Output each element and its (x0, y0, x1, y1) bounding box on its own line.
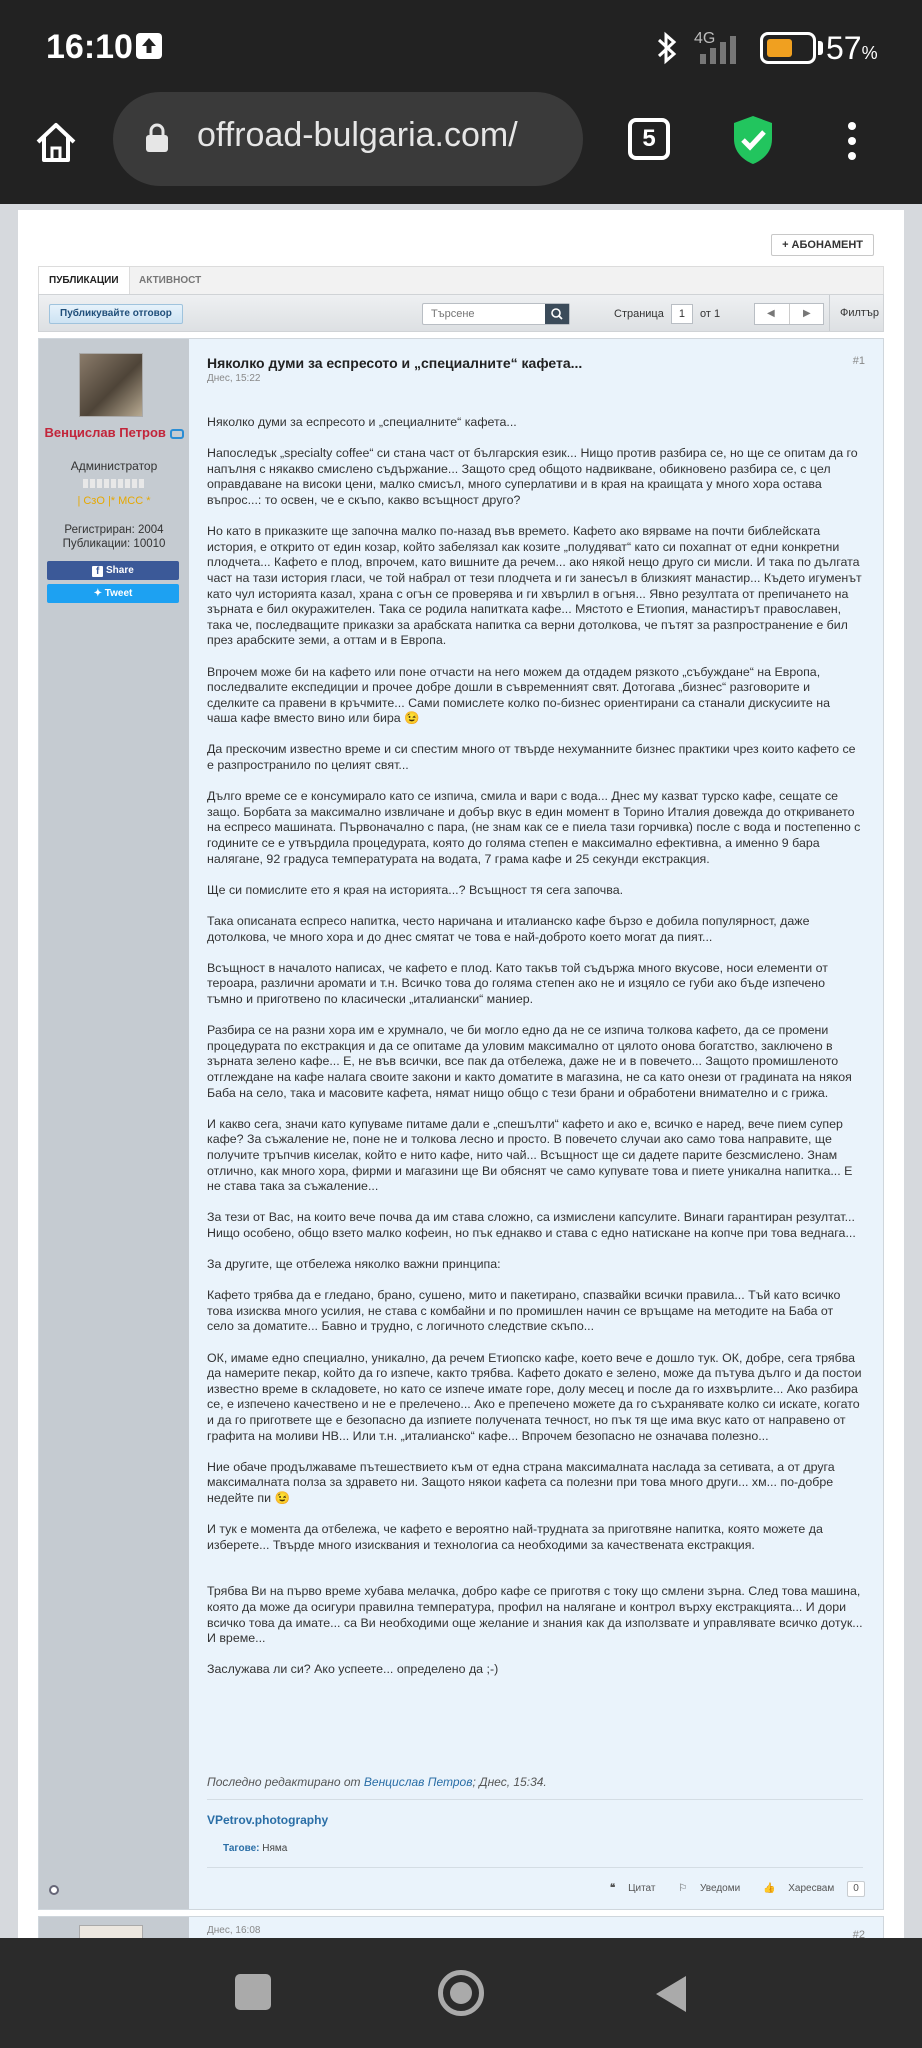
tab-posts[interactable]: ПУБЛИКАЦИИ (39, 267, 130, 295)
signature-divider (207, 1799, 863, 1800)
twitter-icon: ✦ (93, 588, 102, 599)
facebook-icon: f (92, 566, 103, 577)
battery-fill (767, 39, 792, 57)
recents-icon[interactable] (235, 1974, 271, 2010)
post-paragraph: Кафето трябва да е гледано, брано, сушено, мито и пакетирано, спазвайки всички правила... Тъй като всичко това изисква много усилия, не става с комбайни и по промишлен начин се връщаме на методите на Баба от село за доматите... Бавно и трудно, с логичното следствие скъпо... (207, 1288, 841, 1334)
forum-post (38, 338, 884, 1910)
status-bar (0, 0, 922, 100)
posts-count: Публикации: 10010 (62, 538, 166, 550)
status-time: 16:10 (46, 28, 133, 66)
registered-label: Регистриран: 2004 (64, 524, 164, 536)
tags-value: Няма (262, 1843, 288, 1854)
url-text[interactable]: offroad-bulgaria.com/ (197, 116, 518, 154)
like-count: 0 (847, 1881, 865, 1897)
pager-arrows (754, 303, 824, 325)
post-author-panel (39, 339, 189, 1909)
avatar[interactable] (79, 353, 143, 417)
post-paragraph: Дълго време се е консумирало като се изпича, смила и вари с вода... Днес му казват турско кафе, сещате се защо. Борбата за максимално извличане и добър вкус в един момент в Торино Италия довежда до откриването на еспресо машината. Първоначално с пара, (не знам как се е пиела тази горчивка) после с вода и постепенно с годините се е утвърдила процедурата, която до голяма степен е максимално ефективна, а именно 9 бара налягане, 92 градуса температурата на водата, 7 грама кафе и 25 секунди екстракция. (207, 789, 861, 866)
search-input[interactable] (423, 304, 545, 324)
post-paragraph: Да прескочим известно време и си спестим много от твърде нехуманните бизнес практики чрез които кафето се е разпространило по целият свят... (207, 742, 856, 773)
flag-icon: ⚐ (678, 1883, 688, 1894)
post-date: Днес, 16:08 (207, 1925, 261, 1936)
forum-post-2 (38, 1916, 884, 1938)
quote-button[interactable]: ❝ Цитат (609, 1883, 656, 1894)
post-paragraph: Напоследък „specialty coffee“ си стана част от българския език... Нищо против разбира се, но ще се опитам да го напълня с някакво смислено съдържание... Защото сред общото надвикване, обикновено разбира се, с цел оправдаване на високи цени, малко смисъл, много суперлативи и в края на краищата у много хора остава въпрос...: то освен, че е скъпо, какво всъщност друго? (207, 446, 858, 507)
tab-activity[interactable]: АКТИВНОСТ (139, 275, 202, 286)
post-paragraph: За тези от Вас, на които вече почва да им става сложно, са измислени капсулите. Винаги гарантиран резултат... Нищо особено, общо взето малко кофеин, но пък еднакво и става с едно натискане на копче при това веднага... (207, 1210, 856, 1240)
post-number-link[interactable]: #2 (852, 1929, 865, 1938)
search-box (422, 303, 570, 325)
post-number-link[interactable]: #1 (852, 355, 865, 367)
pagination (614, 303, 720, 325)
battery-tip (818, 41, 823, 55)
bluetooth-icon (654, 30, 680, 66)
post-tags (223, 1843, 287, 1854)
thread-toolbar (38, 294, 884, 332)
system-nav-bar (0, 1938, 922, 2048)
post-paragraph: Разбира се на разни хора им е хрумнало, че би могло едно да не се изпича толкова кафето, да се промени процедурата по екстракция и да се опитаме да уловим максимално от цялото онова богатство, заключено в зърната зелено кафе... Е, не във всички, все пак да отбележа, даже не и в повечето... Защото промишленото отглеждане на кафе налага своите закони и както доматите в магазина, не са като онези от градината на някоя Баба на село, така и масовите кафета, нямат нищо общо с тези брани и обработени внимателно и с грижа. (207, 1023, 852, 1100)
search-icon (545, 304, 569, 324)
menu-icon[interactable] (848, 122, 856, 167)
post-date: Днес, 15:22 (207, 373, 261, 384)
author-role: Администратор (70, 459, 158, 473)
post-content (189, 1917, 883, 1938)
browser-toolbar (0, 100, 922, 204)
post-paragraph: Така описаната еспресо напитка, често наричана и италианско кафе бързо е добила популярност, даже дотолкова, че много хора и до днес смятат че това е най-доброто което могат да пият... (207, 914, 810, 944)
edited-author-link[interactable]: Венцислав Петров (363, 1775, 473, 1789)
home-nav-icon[interactable] (438, 1970, 484, 2016)
post-paragraph: Ще си помислите ето я края на историята...? Всъщност тя сега започва. (207, 882, 624, 897)
filter-button[interactable] (829, 295, 885, 331)
post-paragraph: ОК, имаме едно специално, уникално, да речем Етиопско кафе, което вече е дошло тук. ОК, добре, сега трябва да намерите пекар, който да го изпече, както трябва. Кафето докато е зелено, може да пътува дълго и да постои известно време в складовете, но като се изпече имате горе, долу месец и после да го изхвърлите... Ако разбира се, е изпечено качествено и не е прелечено... Ако е препечено можете да го съхранявате колко си искате, когато и да го пригответе ще е безопасно да изпиете получената течност, но пък тя ще има вкус като от направено от графита на моливи НВ... Или т.н. „италианско“ кафе... Впрочем безопасно не означава полезно... (207, 1350, 862, 1443)
signal-icon (698, 32, 752, 66)
post-paragraph: Но като в приказките ще започна малко по-назад във времето. Кафето ако вярваме на почти библейската история, е открито от един козар, който забелязал как козите „полудяват“ като си похапнат от едни конкретни плодчета... Кафето е плод, впрочем, като вишните да речем... ако някой нещо друго си мисли. И така по дългата част на тази история гласи, че той набрал от тези плодчета и ги занесъл в близкият манастир... Където игуменът като чул историята казал, храна с огън се проверява и ги хвърлил в огъня... Явно резултата от препичането на зърната е бил окуражителен. Така се родила напитката кафе... Мястото е Етиопия, манастирът православен, така че, последващите приказки за арабската напитка са верни дотолкова, че пътят за разпространение е бил през арабските земи, а оттам и в Европа. (207, 524, 862, 648)
actions-divider (207, 1867, 863, 1868)
post-author-panel (39, 1917, 189, 1938)
page-label: Страница (614, 308, 664, 320)
forum-container (18, 210, 904, 1938)
post-paragraph: Впрочем може би на кафето или поне отчасти на него можем да отдадем рязкото „събуждане“ на Европа, последвалите експедиции и прочее добре дошли в съвременният свят. Дотогава „бизнес“ разговорите и сделките са правени в кръчмите... Сами помислете колко по-бизнес ориентирани са станали дискусиите на чаша кафе вместо вино или бира 😉 (207, 664, 830, 726)
post-content (189, 339, 883, 1909)
rank-bar (83, 479, 145, 488)
post-actions (600, 1881, 865, 1897)
post-reply-button[interactable]: Публикувайте отговор (49, 304, 183, 324)
post-paragraph: За другите, ще отбележа няколко важни принципа: (207, 1257, 501, 1272)
signature-link[interactable]: VPetrov.photography (207, 1813, 329, 1827)
post-paragraph: Заслужава ли си? Ако успеете... определено да ;-) (207, 1662, 499, 1677)
next-page-icon[interactable]: ▶ (803, 308, 811, 319)
author-name[interactable]: Венцислав Петров (39, 425, 189, 440)
home-icon[interactable] (32, 118, 80, 166)
filter-label: Филтър (840, 307, 879, 319)
post-paragraph: Ние обаче продължаваме пътешествието към от една страна максималната наслада за сетивата, а от друга максималната полза за здравето ни. Защото някои кафета са полезни при това много други... хм... по-добре недейте пи 😉 (207, 1459, 835, 1505)
facebook-share-button[interactable]: f Share (47, 561, 179, 580)
upload-icon (136, 33, 162, 59)
lock-icon (143, 122, 171, 154)
post-body (207, 415, 863, 1694)
shield-icon[interactable] (730, 114, 776, 166)
post-paragraph: Няколко думи за еспресото и „специалните“ кафета... (207, 415, 517, 429)
back-icon[interactable] (650, 1972, 690, 2016)
edited-note: Последно редактирано от Венцислав Петров; Днес, 15:34. (207, 1775, 547, 1789)
battery-percent: 57% (826, 30, 878, 66)
thread-tabs (38, 266, 884, 294)
network-label: 4G (694, 30, 716, 47)
address-bar[interactable] (113, 92, 583, 186)
web-page (0, 204, 922, 1938)
post-paragraph: И какво сега, значи като купуваме питаме дали е „спешълти“ кафето и ако е, всичко е наред, вече пием супер кафе? За съжаление не, поне не и толкова лесно и просто. В повечето случаи ако само това направите, ще получите тръпчив киселак, който е нито кафе, нито чай... Всъщност ще си дадете парите безсмислено. Знам отлично, как много хора, фирми и магазини ще Ви обяснят че само купувате това и пиете уникална напитка... Е не става така за съжаление... (207, 1116, 853, 1194)
author-stats (39, 523, 189, 551)
avatar[interactable] (79, 1925, 143, 1938)
search-button[interactable] (545, 304, 569, 324)
author-tags: | СзО |* МСС * (77, 495, 151, 507)
notify-button[interactable]: ⚐ Уведоми (678, 1883, 741, 1894)
pager-divider (789, 304, 790, 324)
post-paragraph: Трябва Ви на първо време хубава мелачка, добро кафе се приготвя с току що смлени зърна. След това машина, която да може да осигури правилна температура, профил на налягане и контрол върху екстракцията... И дори всичко това да имате... са Ви необходими още желание и знания как да използвате и управлявате всичко дотук... И време... (207, 1584, 863, 1646)
chat-icon[interactable] (170, 429, 184, 439)
tags-label: Тагове: (223, 1843, 260, 1854)
post-paragraph: Всъщност в началото написах, че кафето е плод. Като такъв той съдържа много вкусове, носи елементи от тероара, различни аромати и т.н. Всичко това до голяма степен ако не и изцяло се губи ако бъде изпечено тъмно и приготвено по класически „италиански“ маниер. (207, 960, 828, 1006)
post-paragraph: И тук е момента да отбележа, че кафето е вероятно най-трудната за приготвяне напитка, която можете да изберете... Твърде много изисквания и технологиа са необходими за качествената екстракция. (207, 1522, 823, 1552)
page-of-label: от 1 (699, 308, 721, 320)
tweet-button[interactable]: ✦ Tweet (47, 584, 179, 603)
online-status-icon (49, 1885, 59, 1895)
quote-icon: ❝ (609, 1883, 616, 1894)
page-number-input[interactable]: 1 (671, 304, 693, 324)
tabs-button[interactable]: 5 (628, 118, 670, 160)
subscribe-button[interactable]: + АБОНАМЕНТ (771, 234, 874, 256)
battery-icon (760, 32, 816, 64)
post-title: Няколко думи за еспресото и „специалните“ кафета... (207, 355, 583, 371)
like-button[interactable]: 👍 Харесвам (762, 1883, 835, 1894)
thumbs-up-icon: 👍 (762, 1883, 776, 1894)
prev-page-icon[interactable]: ◀ (767, 308, 775, 319)
